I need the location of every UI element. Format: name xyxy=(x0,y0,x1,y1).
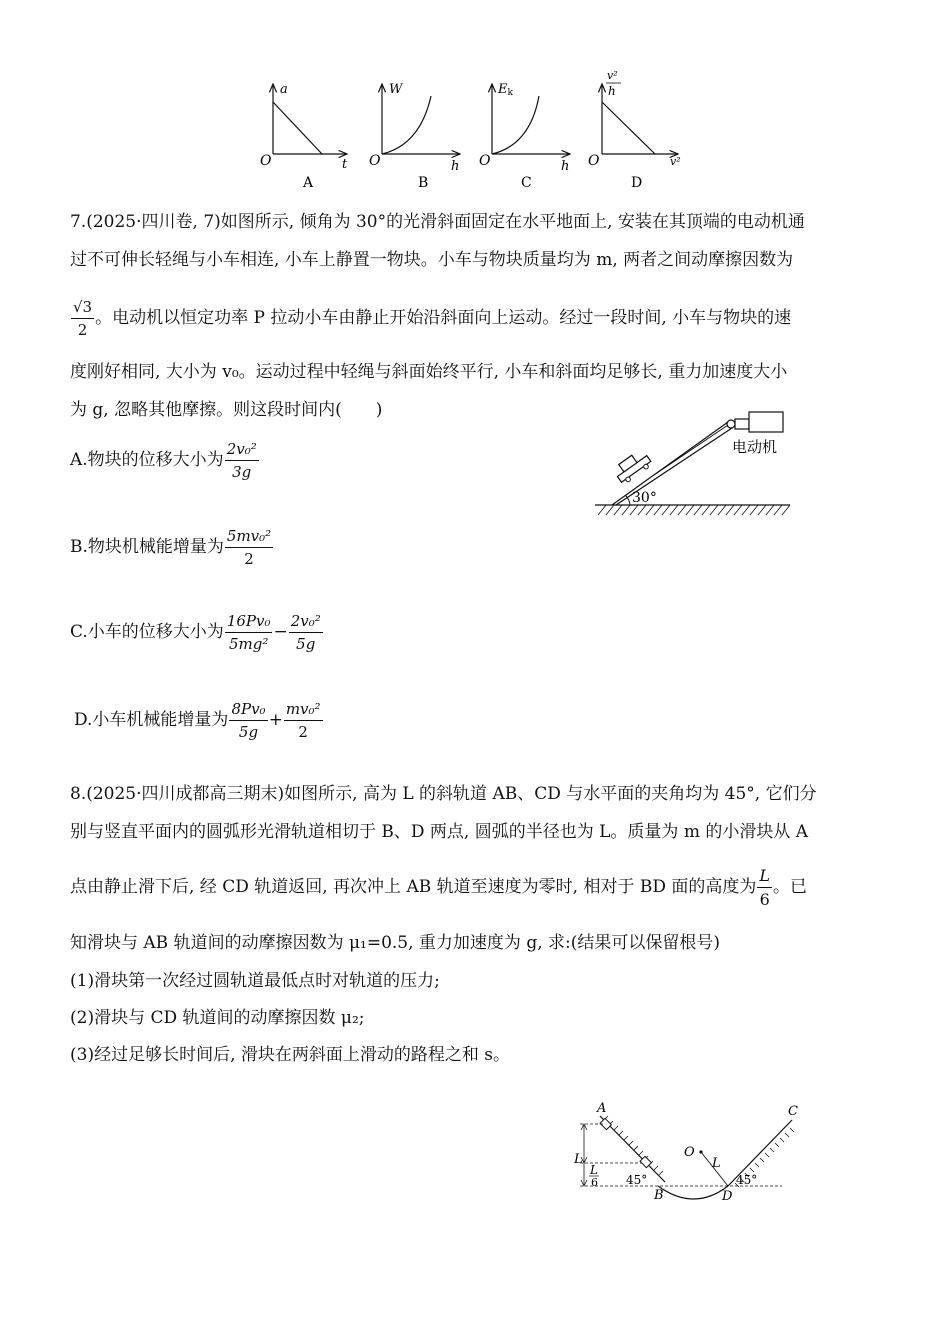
graph-a xyxy=(260,82,348,191)
q7-option-b-fraction: $\frac{\text{5mv₀²}}{2}$ xyxy=(226,527,272,568)
q8-label-o: O xyxy=(684,1145,695,1160)
q7-line5: 为 g, 忽略其他摩擦。则这段时间内( ) xyxy=(70,400,383,420)
q8-label-radius: L xyxy=(712,1156,721,1171)
q7-option-b: B.物块机械能增量为 $\frac{\text{5mv₀²}}{2}$ xyxy=(70,527,272,568)
q8-line4: 知滑块与 AB 轨道间的动摩擦因数为 μ₁=0.5, 重力加速度为 g, 求:(结果可以保留根号) xyxy=(70,933,721,953)
q8-sub2: (2)滑块与 CD 轨道间的动摩擦因数 μ₂; xyxy=(70,1008,365,1028)
q7-option-a-fraction: $\frac{\text{2v₀²}}{3g}$ xyxy=(226,440,257,481)
q8-sub1: (1)滑块第一次经过圆轨道最低点时对轨道的压力; xyxy=(70,971,440,991)
q8-label-d: D xyxy=(722,1189,733,1204)
q7-line4: 度刚好相同, 大小为 v₀。运动过程中轻绳与斜面始终平行, 小车和斜面均足够长, 重力加速度大小 xyxy=(70,362,788,382)
q8-angle-left: 45° xyxy=(626,1173,648,1187)
q7-option-c-fraction1: $\frac{\text{16Pv₀}}{\text{5mg²}}$ xyxy=(226,612,271,653)
graph-a-ylabel: a xyxy=(280,82,288,97)
answer-graphs xyxy=(255,70,695,195)
q8-label-l6-den: 6 xyxy=(591,1176,598,1189)
q7-option-d-fraction1: $\frac{\text{8Pv₀}}{5g}$ xyxy=(231,700,266,741)
q8-height-fraction: $\frac{L}{6}$ xyxy=(759,866,770,909)
graph-b-xlabel: h xyxy=(451,159,460,174)
graph-d-origin: O xyxy=(588,153,600,169)
q7-line2: 过不可伸长轻绳与小车相连, 小车上静置一物块。小车与物块质量均为 m, 两者之间动摩擦因数为 xyxy=(70,250,794,270)
q8-sub3: (3)经过足够长时间后, 滑块在两斜面上滑动的路程之和 s。 xyxy=(70,1045,511,1065)
graph-c-letter: C xyxy=(521,175,532,191)
q7-incline-figure xyxy=(590,405,800,520)
graph-c-origin: O xyxy=(479,153,491,169)
graph-d-ylabel-num: v² xyxy=(607,70,618,82)
graph-a-letter: A xyxy=(303,175,314,191)
graph-d xyxy=(588,70,681,191)
graph-a-xlabel: t xyxy=(342,157,348,172)
graph-b xyxy=(369,82,460,191)
q7-angle-label: 30° xyxy=(632,490,657,506)
q8-label-l6-num: L xyxy=(590,1163,598,1177)
q8-line2: 别与竖直平面内的圆弧形光滑轨道相切于 B、D 两点, 圆弧的半径也为 L。质量为 m 的小滑块从 A xyxy=(70,822,809,842)
q8-track-figure xyxy=(570,1100,810,1210)
q8-label-c: C xyxy=(788,1104,798,1119)
graph-b-origin: O xyxy=(369,153,381,169)
q8-label-height: L xyxy=(574,1152,583,1167)
q8-angle-right: 45° xyxy=(736,1173,758,1187)
q8-label-b: B xyxy=(654,1188,664,1203)
graph-c-ylabel: Ek xyxy=(498,82,513,98)
q8-line3: 点由静止滑下后, 经 CD 轨道返回, 再次冲上 AB 轨道至速度为零时, 相对于 BD 面的高度为 $\frac{L}{6}$ 。已 xyxy=(70,866,807,909)
graph-c-xlabel: h xyxy=(561,159,570,174)
q7-option-a: A.物块的位移大小为 $\frac{\text{2v₀²}}{3g}$ xyxy=(70,440,257,481)
graph-b-letter: B xyxy=(418,175,429,191)
graph-c xyxy=(479,82,570,191)
graph-b-ylabel: W xyxy=(389,82,403,97)
q7-option-d: D.小车机械能增量为 $\frac{\text{8Pv₀}}{5g}$ + $\frac{\text{mv₀²}}{2}$ xyxy=(74,700,321,741)
q7-option-c: C.小车的位移大小为 $\frac{\text{16Pv₀}}{\text{5mg²}}$ − $\frac{\text{2v₀²}}{5g}$ xyxy=(70,612,321,653)
q7-line3 xyxy=(70,298,791,339)
q7-option-d-fraction2: $\frac{\text{mv₀²}}{2}$ xyxy=(285,700,321,741)
q7-motor-label: 电动机 xyxy=(732,438,778,456)
graph-d-letter: D xyxy=(631,175,643,191)
q7-mu-fraction: $\frac{√3}{2}$ xyxy=(73,298,93,339)
graph-d-xlabel: v² xyxy=(670,155,681,168)
q8-line1: 8.(2025·四川成都高三期末)如图所示, 高为 L 的斜轨道 AB、CD 与水平面的夹角均为 45°, 它们分 xyxy=(70,784,817,804)
q7-option-c-fraction2: $\frac{\text{2v₀²}}{5g}$ xyxy=(290,612,321,653)
graph-d-ylabel-den: h xyxy=(608,84,616,98)
q8-label-a: A xyxy=(597,1101,607,1116)
q7-line1: 7.(2025·四川卷, 7)如图所示, 倾角为 30°的光滑斜面固定在水平地面上, 安装在其顶端的电动机通 xyxy=(70,212,805,232)
q7-line3-text: 。电动机以恒定功率 P 拉动小车由静止开始沿斜面向上运动。经过一段时间, 小车与物块的速 xyxy=(95,308,792,328)
graph-a-origin: O xyxy=(260,153,272,169)
